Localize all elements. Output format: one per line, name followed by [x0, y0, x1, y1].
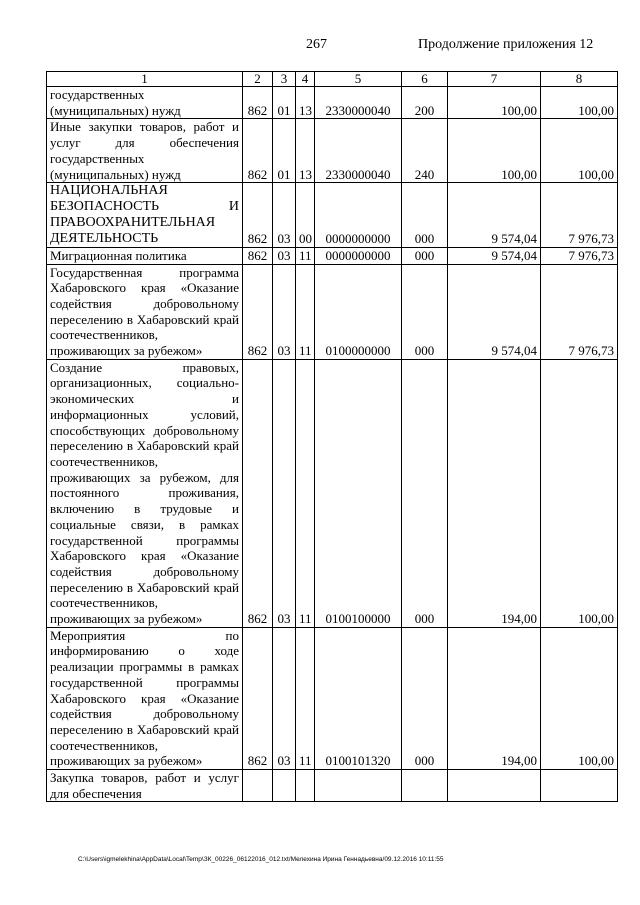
row-cell: 11	[296, 247, 315, 264]
row-cell: 100,00	[541, 87, 618, 119]
row-cell: 100,00	[541, 119, 618, 183]
row-name: Закупка товаров, работ и услуг для обеспечения	[47, 770, 243, 802]
table-row	[47, 627, 618, 769]
row-cell: 03	[273, 247, 296, 264]
row-cell: 862	[243, 87, 273, 119]
row-cell: 7 976,73	[541, 183, 618, 248]
table-row	[47, 87, 618, 119]
row-cell: 0100100000	[315, 359, 402, 627]
row-cell	[296, 770, 315, 802]
row-cell	[448, 770, 541, 802]
row-cell: 7 976,73	[541, 264, 618, 359]
row-cell: 0100000000	[315, 264, 402, 359]
row-cell: 862	[243, 359, 273, 627]
file-path-footer: C:\Users\igmelekhina\AppData\Local\Temp\ЗК_00226_06122016_012.txt/Мелехина Ирина Геннадьевна/09.12.2016 10:11:55	[78, 856, 444, 863]
row-cell: 000	[402, 247, 448, 264]
row-cell: 11	[296, 264, 315, 359]
row-cell: 0000000000	[315, 247, 402, 264]
row-cell	[402, 770, 448, 802]
table-row	[47, 770, 618, 802]
row-cell	[541, 770, 618, 802]
row-name: государственных (муниципальных) нужд	[47, 87, 243, 119]
row-cell: 862	[243, 627, 273, 769]
row-cell: 13	[296, 87, 315, 119]
row-cell: 2330000040	[315, 87, 402, 119]
row-cell: 000	[402, 183, 448, 248]
row-cell: 03	[273, 359, 296, 627]
row-cell: 194,00	[448, 359, 541, 627]
row-name: Создание правовых, организационных, социально-экономических и информационных условий, способствующих добровольному переселению в Хабаровский край соотечественников, проживающих за рубежом, для постоянного проживания, включению в трудовые и социальные связи, в рамках государственной программы Хабаровского края «Оказание содействия добровольному переселению в Хабаровский край соотечественников, проживающих за рубежом»	[47, 359, 243, 627]
row-cell: 2330000040	[315, 119, 402, 183]
row-cell: 03	[273, 264, 296, 359]
budget-table	[46, 71, 618, 802]
column-header: 2	[243, 72, 273, 87]
row-cell: 862	[243, 264, 273, 359]
column-header: 3	[273, 72, 296, 87]
row-name: Иные закупки товаров, работ и услуг для обеспечения государственных (муниципальных) нужд	[47, 119, 243, 183]
row-cell: 000	[402, 264, 448, 359]
row-name: НАЦИОНАЛЬНАЯ БЕЗОПАСНОСТЬ И ПРАВООХРАНИТЕЛЬНАЯ ДЕЯТЕЛЬНОСТЬ	[47, 183, 243, 248]
row-cell: 862	[243, 119, 273, 183]
row-cell: 03	[273, 627, 296, 769]
table-row	[47, 119, 618, 183]
row-cell	[273, 770, 296, 802]
table-row	[47, 264, 618, 359]
row-cell: 9 574,04	[448, 183, 541, 248]
column-header: 8	[541, 72, 618, 87]
row-cell	[315, 770, 402, 802]
column-header: 5	[315, 72, 402, 87]
row-cell: 13	[296, 119, 315, 183]
row-name: Мероприятия по информированию о ходе реализации программы в рамках государственной программы Хабаровского края «Оказание содействия добровольному переселению в Хабаровский край соотечественников, проживающих за рубежом»	[47, 627, 243, 769]
row-cell: 01	[273, 119, 296, 183]
row-cell: 11	[296, 627, 315, 769]
row-cell: 862	[243, 183, 273, 248]
row-cell: 862	[243, 247, 273, 264]
row-cell: 9 574,04	[448, 264, 541, 359]
column-header: 6	[402, 72, 448, 87]
column-header: 7	[448, 72, 541, 87]
row-cell: 7 976,73	[541, 247, 618, 264]
column-header: 4	[296, 72, 315, 87]
table-header-row	[47, 72, 618, 87]
row-cell: 0000000000	[315, 183, 402, 248]
row-cell: 194,00	[448, 627, 541, 769]
row-cell: 0100101320	[315, 627, 402, 769]
page-number: 267	[306, 37, 327, 52]
row-cell: 000	[402, 359, 448, 627]
row-cell: 01	[273, 87, 296, 119]
row-name: Миграционная политика	[47, 247, 243, 264]
row-cell: 000	[402, 627, 448, 769]
row-cell: 11	[296, 359, 315, 627]
continuation-label: Продолжение приложения 12	[418, 37, 594, 52]
row-cell: 200	[402, 87, 448, 119]
row-cell: 00	[296, 183, 315, 248]
column-header: 1	[47, 72, 243, 87]
row-cell	[243, 770, 273, 802]
row-cell: 9 574,04	[448, 247, 541, 264]
table-row	[47, 183, 618, 248]
row-cell: 100,00	[541, 359, 618, 627]
row-cell: 100,00	[448, 87, 541, 119]
row-cell: 240	[402, 119, 448, 183]
row-name: Государственная программа Хабаровского края «Оказание содействия добровольному переселению в Хабаровский край соотечественников, проживающих за рубежом»	[47, 264, 243, 359]
row-cell: 03	[273, 183, 296, 248]
row-cell: 100,00	[541, 627, 618, 769]
row-cell: 100,00	[448, 119, 541, 183]
table-row	[47, 247, 618, 264]
table-row	[47, 359, 618, 627]
